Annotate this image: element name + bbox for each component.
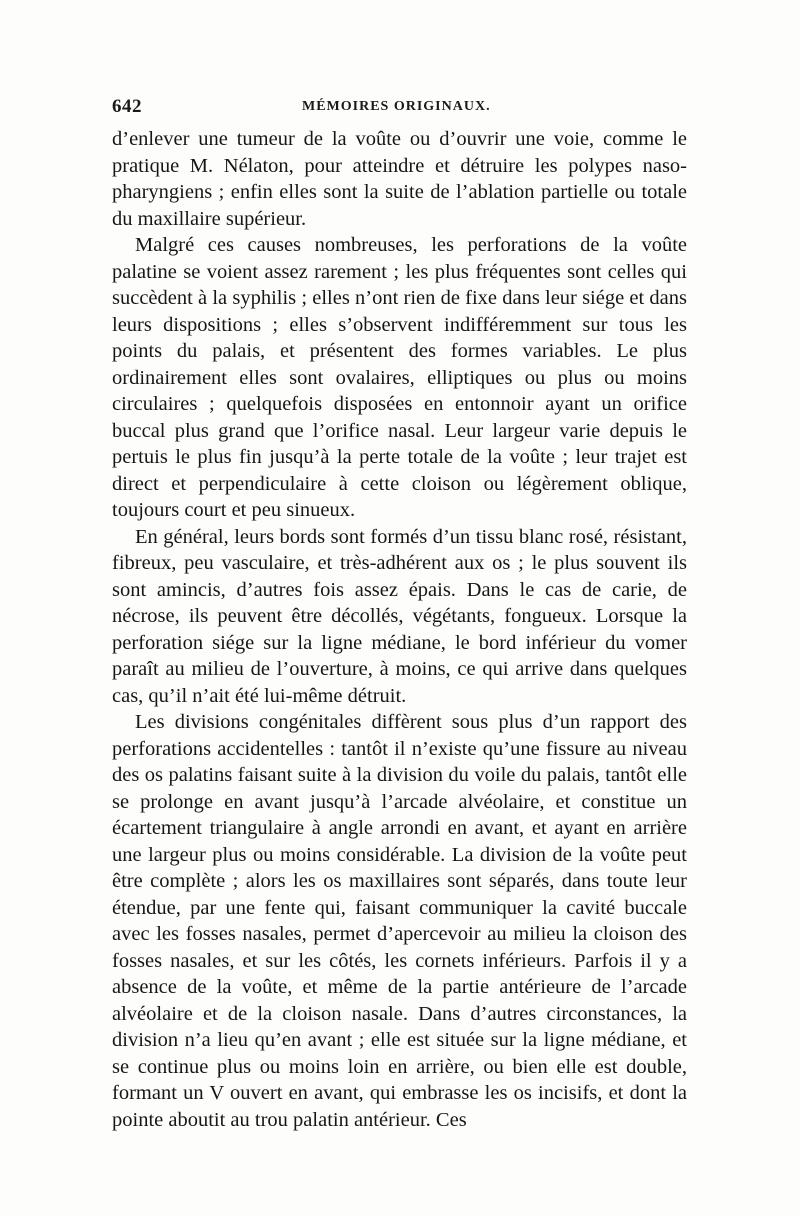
- running-title: MÉMOIRES ORIGINAUX.: [302, 99, 491, 114]
- paragraph-perforations: Malgré ces causes nombreuses, les perforations de la voûte palatine se voient assez rarement ; les plus fréquentes sont celles qui succèdent à la syphilis ; elles n’ont rien de fixe dans leur siége et dans leurs dispositions ; elles s’observent indifféremment sur tous les points du palais, et présentent des formes variables. Le plus ordinairement elles sont ovalaires, elliptiques ou plus ou moins circulaires ; quelquefois disposées en entonnoir ayant un orifice buccal plus grand que l’orifice nasal. Leur largeur varie depuis le pertuis le plus fin jusqu’à la perte totale de la voûte ; leur trajet est direct et perpendiculaire à cette cloison ou légèrement oblique, toujours court et peu sinueux.: [112, 234, 687, 521]
- page-number: 642: [112, 96, 142, 117]
- body-text: [112, 126, 687, 1133]
- paragraph-continuation: d’enlever une tumeur de la voûte ou d’ouvrir une voie, comme le pratique M. Nélaton, pour atteindre et détruire les polypes naso-pharyngiens ; enfin elles sont la suite de l’ablation partielle ou totale du maxillaire supérieur.: [112, 128, 687, 230]
- paragraph-divisions: Les divisions congénitales diffèrent sous plus d’un rapport des perforations accidentelles : tantôt il n’existe qu’une fissure au niveau des os palatins faisant suite à la division du voile du palais, tantôt elle se prolonge en avant jusqu’à l’arcade alvéolaire, et constitue un écartement triangulaire à angle arrondi en avant, et ayant en arrière une largeur plus ou moins considérable. La division de la voûte peut être complète ; alors les os maxillaires sont séparés, dans toute leur étendue, par une fente qui, faisant communiquer la cavité buccale avec les fosses nasales, permet d’apercevoir au milieu la cloison des fosses nasales, et sur les côtés, les cornets inférieurs. Parfois il y a absence de la voûte, et même de la partie antérieure de l’arcade alvéolaire et de la cloison nasale. Dans d’autres circonstances, la division n’a lieu qu’en avant ; elle est située sur la ligne médiane, et se continue plus ou moins loin en arrière, ou bien elle est double, formant un V ouvert en avant, qui embrasse les os incisifs, et dont la pointe aboutit au trou palatin antérieur. Ces: [112, 711, 687, 1131]
- running-head: [112, 96, 697, 122]
- paragraph-bords: En général, leurs bords sont formés d’un tissu blanc rosé, résistant, fibreux, peu vasculaire, et très-adhérent aux os ; le plus souvent ils sont amincis, d’autres fois assez épais. Dans le cas de carie, de nécrose, ils peuvent être décollés, végétants, fongueux. Lorsque la perforation siége sur la ligne médiane, le bord inférieur du vomer paraît au milieu de l’ouverture, à moins, ce qui arrive dans quelques cas, qu’il n’ait été lui-même détruit.: [112, 525, 687, 707]
